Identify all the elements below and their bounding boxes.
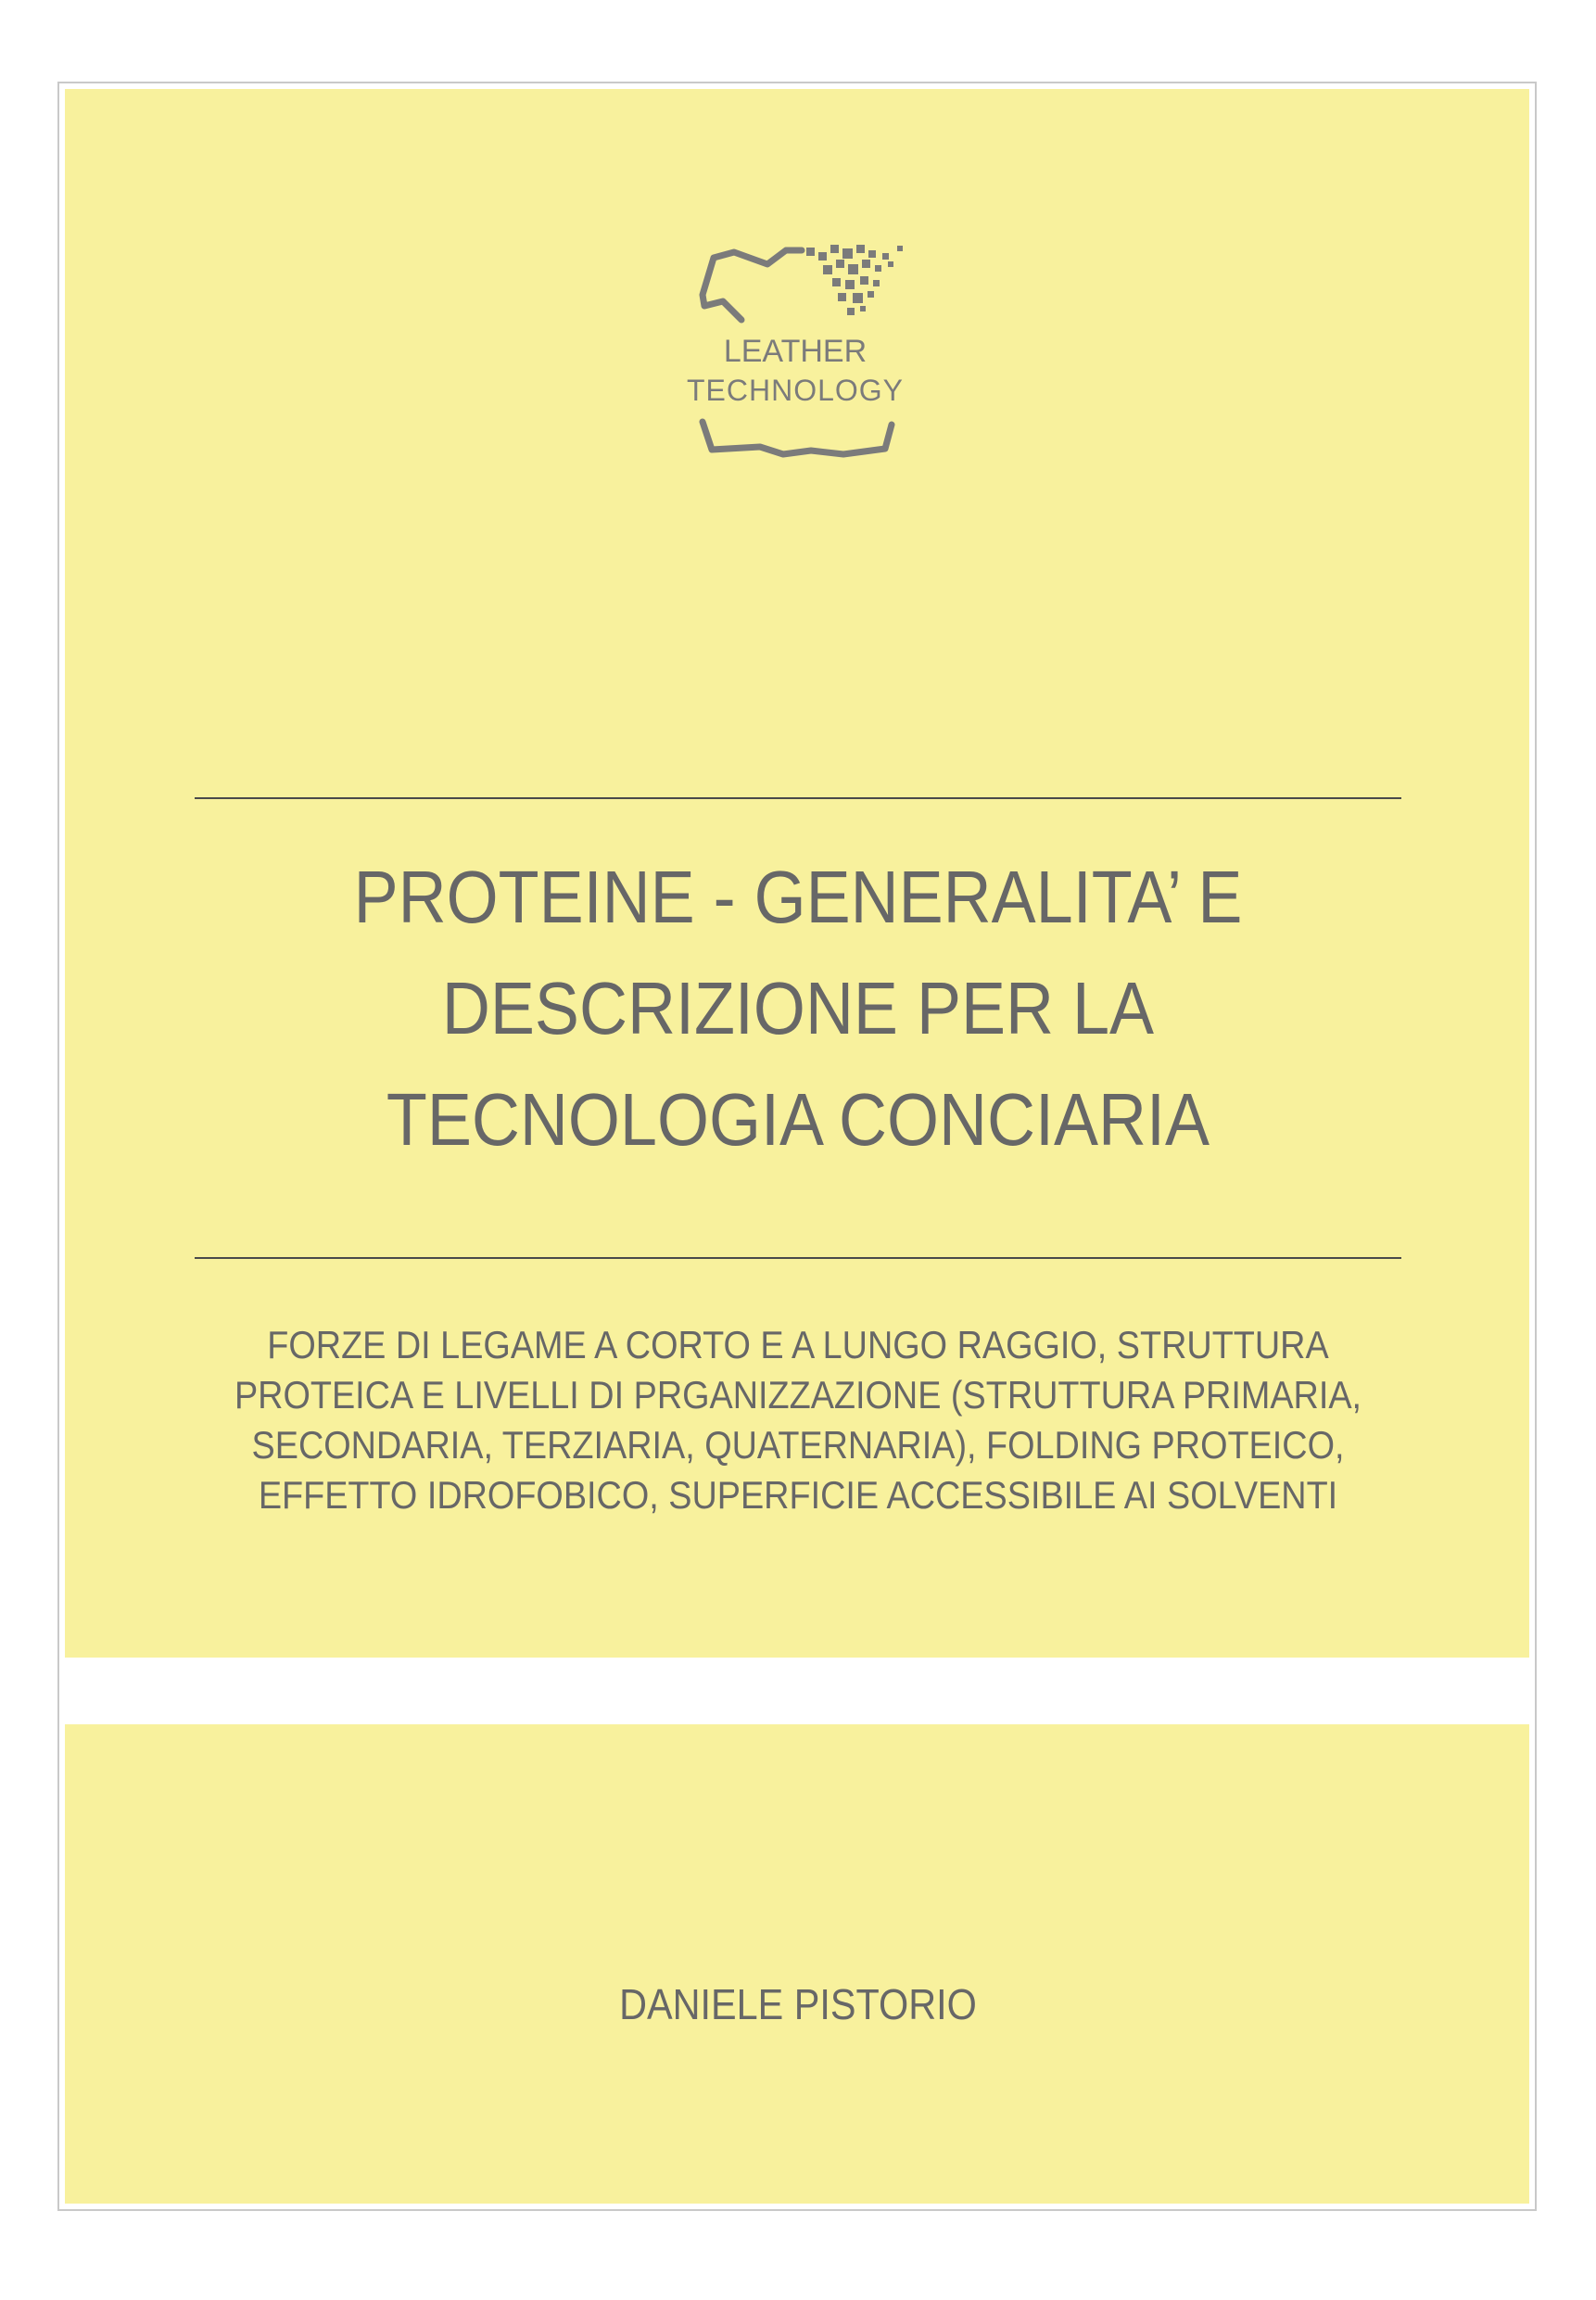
logo-line2: TECHNOLOGY (686, 374, 905, 407)
subtitle-line: PROTEICA E LIVELLI DI PRGANIZZAZIONE (STRUTTURA PRIMARIA, (234, 1373, 1362, 1417)
leather-technology-logo (649, 222, 955, 473)
document-subtitle (171, 1320, 1425, 1520)
title-line: DESCRIZIONE PER LA (441, 967, 1155, 1049)
title-line: PROTEINE - GENERALITA’ E (353, 856, 1243, 938)
title-line: TECNOLOGIA CONCIARIA (386, 1078, 1210, 1161)
cover-panel-bottom (65, 1724, 1529, 2204)
author-name: DANIELE PISTORIO (619, 1980, 977, 2028)
subtitle-line: SECONDARIA, TERZIARIA, QUATERNARIA), FOLDING PROTEICO, (251, 1423, 1345, 1467)
document-title (213, 842, 1383, 1175)
pixel-squares (806, 245, 903, 315)
logo-line1: LEATHER (723, 334, 868, 369)
subtitle-line: EFFETTO IDROFOBICO, SUPERFICIE ACCESSIBILE AI SOLVENTI (258, 1473, 1338, 1517)
title-rule-bottom (195, 1257, 1401, 1259)
title-rule-top (195, 797, 1401, 799)
subtitle-line: FORZE DI LEGAME A CORTO E A LUNGO RAGGIO, STRUTTURA (267, 1323, 1329, 1366)
